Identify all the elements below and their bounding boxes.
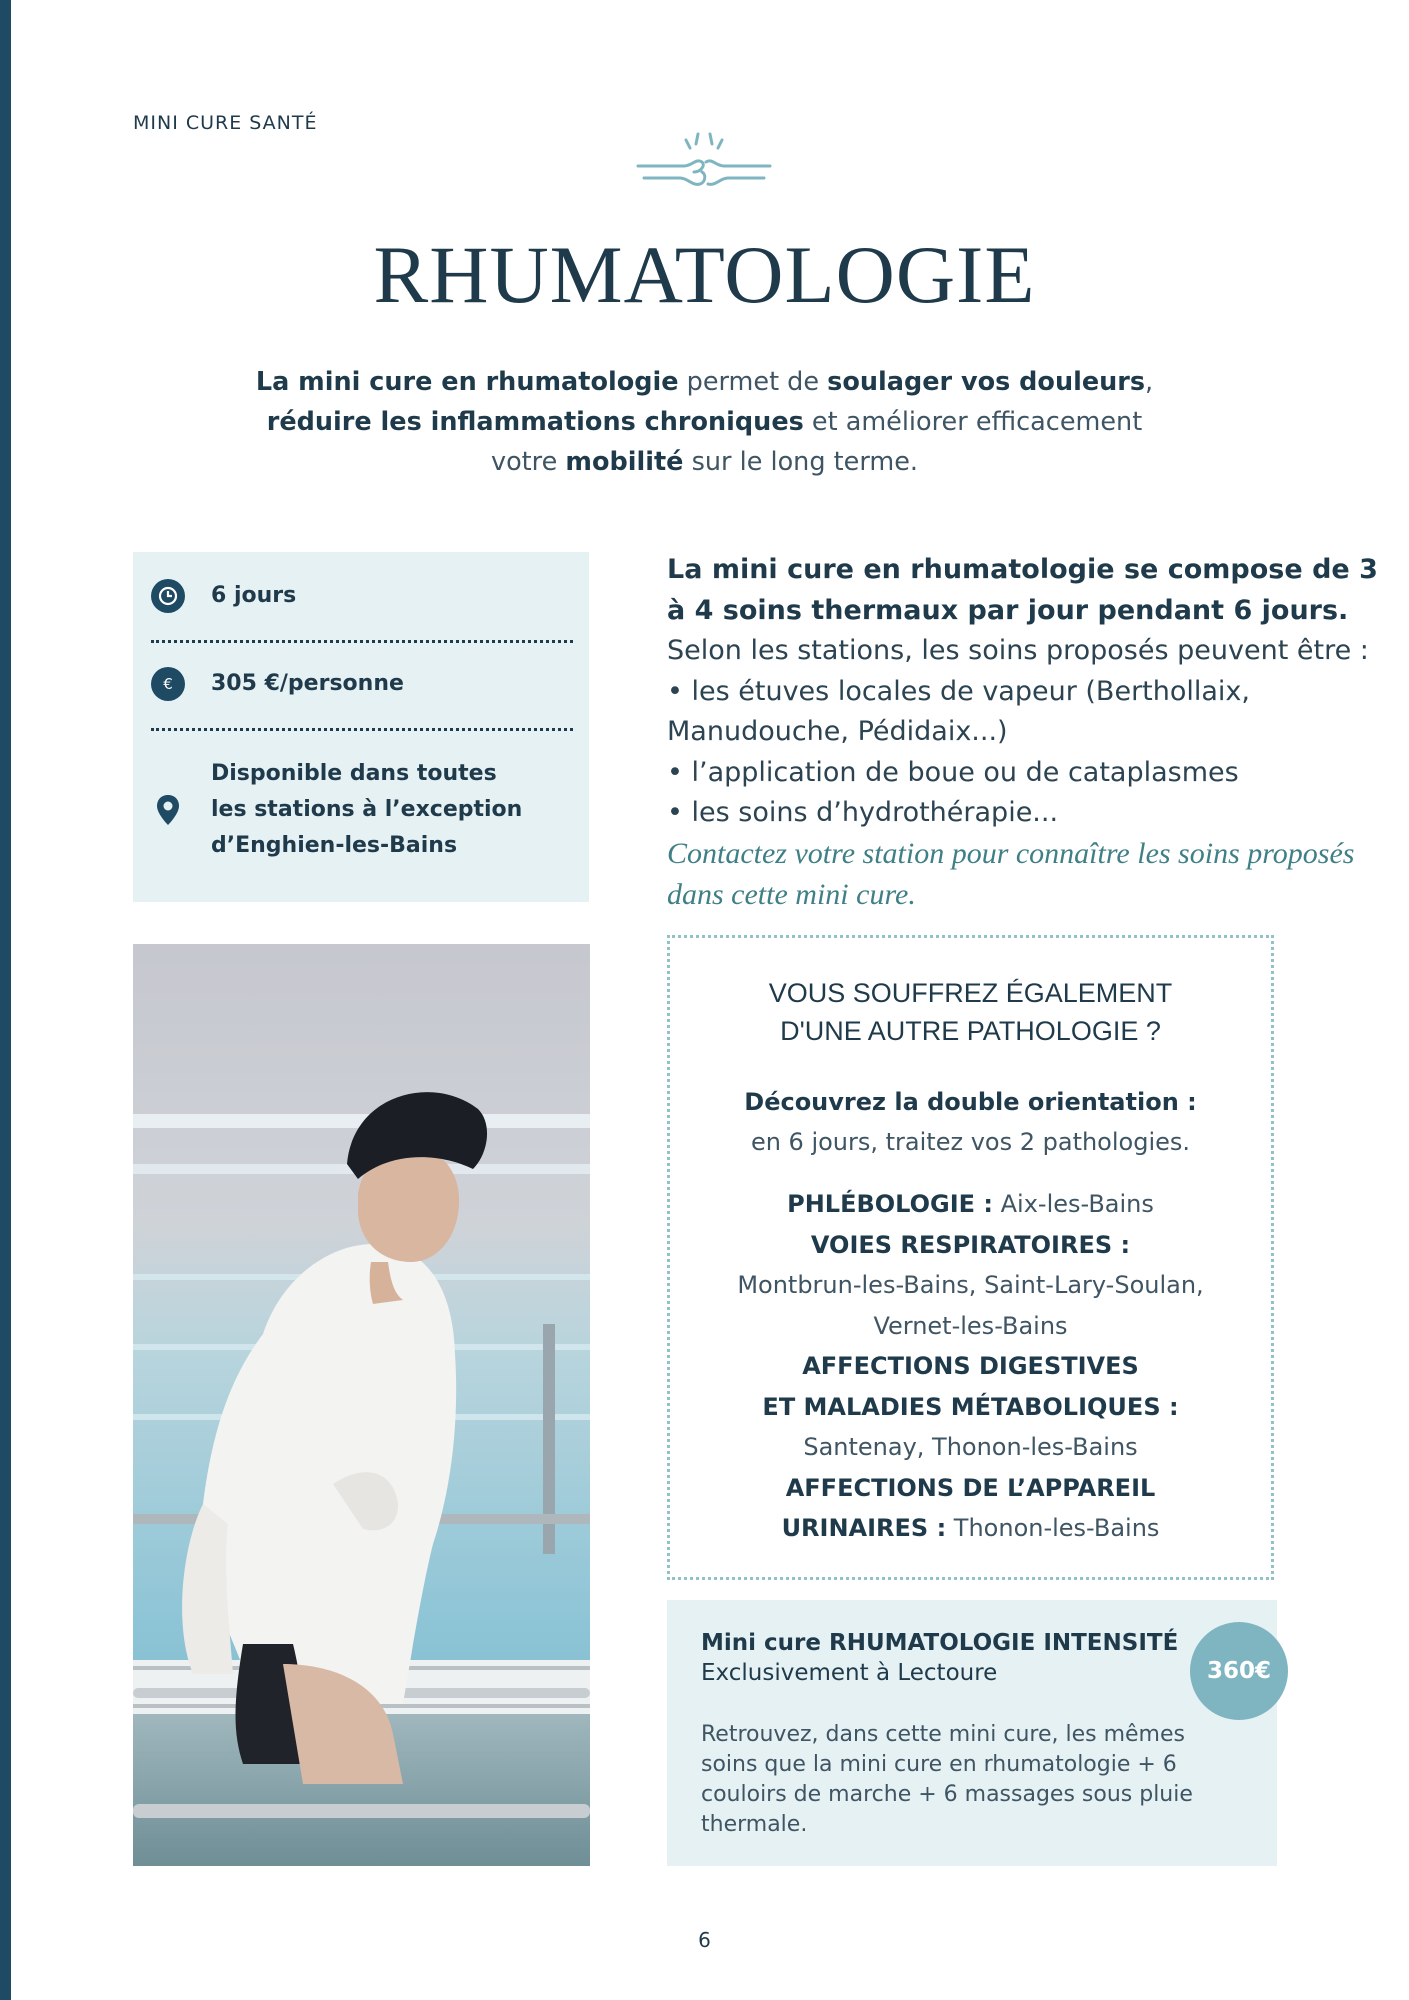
intro-text-2: , <box>1145 367 1154 397</box>
intensity-box <box>667 1600 1277 1866</box>
section-label: MINI CURE SANTÉ <box>133 112 318 134</box>
other-title-line: VOUS SOUFFREZ ÉGALEMENT <box>768 978 1173 1008</box>
intro-text-4: votre <box>490 447 566 477</box>
orientation-label: AFFECTIONS DIGESTIVES <box>802 1352 1139 1380</box>
orientation-label: PHLÉBOLOGIE : <box>787 1190 993 1218</box>
euro-badge-icon <box>151 667 185 701</box>
composition-bold-line: La mini cure en rhumatologie se compose de 3 <box>667 554 1378 585</box>
orientation-list <box>670 1184 1271 1549</box>
page-number: 6 <box>698 1928 711 1952</box>
intro-bold-2: soulager vos douleurs <box>827 367 1146 397</box>
intensity-description: Retrouvez, dans cette mini cure, les mêmes soins que la mini cure en rhumatologie + 6 couloirs de marche + 6 massages sous pluie thermale. <box>701 1722 1193 1837</box>
page-title: RHUMATOLOGIE <box>373 229 1036 320</box>
intro-paragraph <box>200 362 1209 482</box>
divider <box>151 728 573 731</box>
contact-note: dans cette mini cure. <box>667 878 916 911</box>
orientation-value: Santenay, Thonon-les-Bains <box>803 1433 1138 1461</box>
composition-text <box>667 550 1387 917</box>
location-pin-icon <box>151 793 185 827</box>
other-pathology-box <box>667 935 1274 1580</box>
duration-text: 6 jours <box>211 583 297 608</box>
hands-logo-icon <box>634 128 774 200</box>
intro-bold-4: mobilité <box>565 447 684 477</box>
treatment-item: • l’application de boue ou de cataplasmes <box>667 756 1239 788</box>
composition-line: Selon les stations, les soins proposés peuvent être : <box>667 635 1369 666</box>
availability-line: Disponible dans toutes <box>211 761 497 786</box>
info-box <box>133 552 589 902</box>
other-pathology-title <box>670 974 1271 1050</box>
double-orientation-lead <box>670 1082 1271 1162</box>
intensity-location: Exclusivement à Lectoure <box>701 1660 998 1686</box>
orientation-value: Aix-les-Bains <box>993 1190 1154 1218</box>
clock-icon <box>151 579 185 613</box>
treatment-item: • les étuves locales de vapeur (Berthollaix, <box>667 675 1250 707</box>
duration-row <box>151 578 573 614</box>
divider <box>151 640 573 643</box>
double-orientation-bold: Découvrez la double orientation : <box>744 1088 1197 1116</box>
composition-bold-line: à 4 soins thermaux par jour pendant 6 jours. <box>667 594 1349 626</box>
availability-line: d’Enghien-les-Bains <box>211 833 458 858</box>
treatment-item: • les soins d’hydrothérapie... <box>667 797 1059 828</box>
orientation-value: Thonon-les-Bains <box>946 1514 1160 1542</box>
treatment-item: Manudouche, Pédidaix...) <box>667 716 1008 747</box>
other-title-line: D'UNE AUTRE PATHOLOGIE ? <box>780 1016 1161 1046</box>
orientation-label: VOIES RESPIRATOIRES : <box>810 1230 1131 1259</box>
intensity-name: Mini cure RHUMATOLOGIE INTENSITÉ <box>701 1630 1179 1656</box>
availability-row <box>151 756 573 864</box>
intro-text-3: et améliorer efficacement <box>803 407 1143 437</box>
intro-bold-3: réduire les inflammations chroniques <box>266 407 804 437</box>
intensity-price-badge: 360€ <box>1190 1622 1288 1720</box>
orientation-value: Montbrun-les-Bains, Saint-Lary-Soulan, <box>737 1271 1204 1299</box>
orientation-label: AFFECTIONS DE L’APPAREIL <box>785 1473 1156 1502</box>
availability-line: les stations à l’exception <box>211 797 523 822</box>
intro-text-5: sur le long terme. <box>683 447 918 477</box>
availability-text <box>211 756 522 864</box>
contact-note: Contactez votre station pour connaître les soins proposés <box>667 836 1355 870</box>
price-text: 305 €/personne <box>211 671 404 696</box>
pool-photo <box>133 944 590 1866</box>
svg-text:€: € <box>163 675 173 693</box>
double-orientation-text: en 6 jours, traitez vos 2 pathologies. <box>750 1128 1191 1156</box>
orientation-label: URINAIRES : <box>781 1514 947 1542</box>
orientation-value: Vernet-les-Bains <box>873 1311 1068 1340</box>
orientation-label: ET MALADIES MÉTABOLIQUES : <box>762 1392 1179 1421</box>
intro-bold-1: La mini cure en rhumatologie <box>255 367 679 397</box>
intro-text-1: permet de <box>678 367 828 397</box>
price-row <box>151 666 573 702</box>
